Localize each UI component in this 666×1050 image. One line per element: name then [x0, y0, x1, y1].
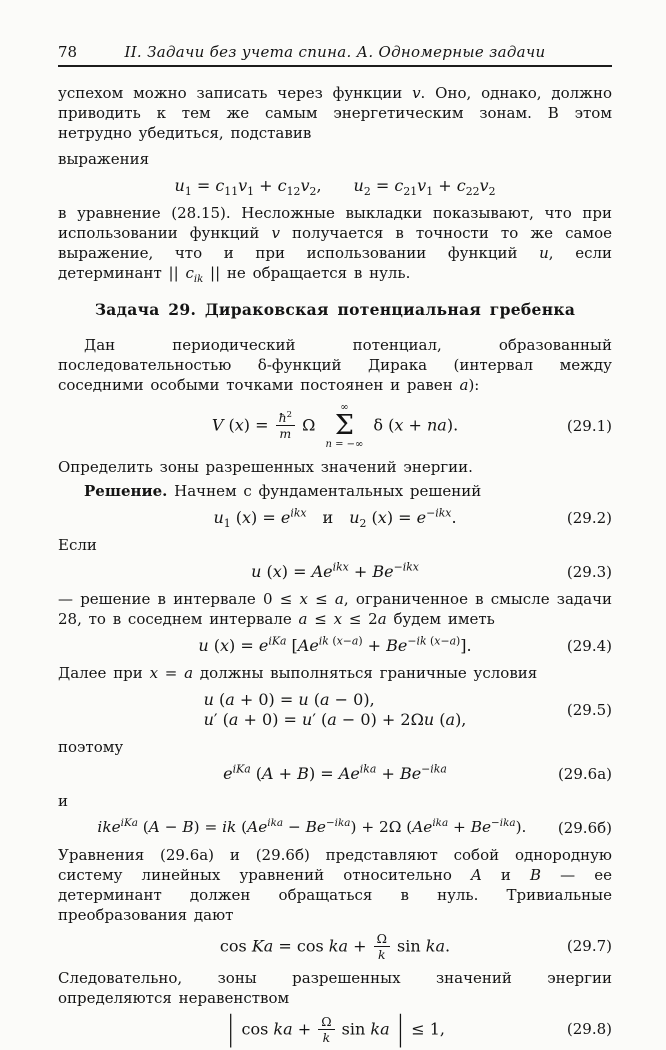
equation-29-8	[58, 1008, 612, 1049]
equation-29-5-number: (29.5)	[566, 700, 612, 719]
paragraph-interval: — решение в интервале 0 ≤ x ≤ a, ограниченное в смысле задачи 28, то в соседнем интервале a ≤ x ≤ 2a будем иметь	[58, 589, 613, 628]
equation-29-7-number: (29.7)	[566, 937, 612, 956]
equation-29-2	[58, 508, 612, 528]
solution-label: Решение.	[84, 481, 168, 500]
page-number: 78	[58, 43, 78, 61]
equation-29-5-stack	[204, 690, 467, 730]
paragraph-problem-statement: Дан периодический потенциал, образованный последовательностью δ-функций Дирака (интервал между соседними особыми точками постоянен и равен a):	[58, 336, 612, 394]
paragraph-homogeneous-system: Уравнения (29.6а) и (29.6б) представляют собой однородную систему линейных уравнений относительно A и B — ее детерминант должен обращаться в нуль. Тривиальные преобразования дают	[58, 845, 612, 924]
paragraph-determinant: в уравнение (28.15). Несложные выкладки показывают, что при использовании функций v получается в точности то же самое выражение, что и при использовании функций u, если детерминант || $c_{ik}$ || не обращается в нуль.	[58, 204, 612, 285]
equation-29-1-number: (29.1)	[566, 416, 612, 435]
equation-29-5	[58, 690, 612, 730]
equation-29-2-number: (29.2)	[566, 508, 612, 527]
equation-29-6a	[58, 764, 612, 784]
equation-29-8-body: | cos ka + $\frac{\Omega}{k}$ sin ka | ≤ 1,	[228, 1008, 445, 1049]
equation-29-5-line2: u′ (a + 0) = u′ (a − 0) + 2Ωu (a),	[203, 709, 467, 729]
paragraph-intro: успехом можно записать через функции v. Оно, однако, должно приводить к тем же самым энергетическим зонам. В этом нетрудно убедиться, подставив	[58, 84, 612, 142]
solution-text: Начнем с фундаментальных решений	[167, 481, 482, 500]
equation-29-1	[58, 402, 612, 450]
problem-heading: Задача 29. Дираковская потенциальная гребенка	[94, 300, 576, 319]
equation-29-4	[58, 636, 612, 656]
paragraph-therefore: поэтому	[58, 737, 124, 756]
equation-29-7	[58, 932, 612, 961]
equation-29-5-line1: u (a + 0) = u (a − 0),	[203, 689, 375, 709]
running-header	[58, 42, 612, 67]
equation-29-3	[58, 562, 612, 582]
equation-29-3-number: (29.3)	[566, 562, 612, 581]
equation-29-4-number: (29.4)	[566, 636, 612, 655]
equation-29-4-body: u $(x) = e^{iKa}$ $[Ae^{ik (x-a)} + Be^{-ik (x-a)}]$.	[198, 634, 472, 655]
equation-29-6b	[58, 818, 612, 838]
paragraph-boundary: Далее при x = a должны выполняться граничные условия	[58, 663, 538, 682]
equation-u-transform	[58, 176, 612, 199]
paragraph-and: и	[58, 791, 68, 810]
running-head-title: II. Задачи без учета спина. А. Одномерные задачи	[124, 43, 546, 61]
equation-29-6b-number: (29.6б)	[557, 818, 612, 837]
equation-29-6a-number: (29.6а)	[557, 764, 612, 783]
equation-29-3-body: u $(x) = Ae^{ikx} + Be^{-ikx}$	[251, 560, 419, 581]
equation-29-5-body	[114, 690, 556, 730]
equation-29-7-body: cos Ka = cos ka + $\frac{\Omega}{k}$ sin ka.	[219, 930, 451, 962]
equation-29-8-number: (29.8)	[566, 1020, 612, 1039]
equation-u-transform-body: $u_1 = c_{11}v_1 + c_{12}v_2$, $u_2 = c_{21}v_1 + c_{22}v_2$	[174, 176, 496, 199]
equation-29-6b-body: ike$^{iKa}$ (A − B) = ik $(Ae^{ika} - Be^{-ika}) + 2\Omega$ $(Ae^{ika} + Be^{-ika})$.	[97, 816, 527, 837]
paragraph-intro-tail: выражения	[58, 150, 150, 168]
equation-29-2-body: $u_1$ $(x) = e^{ikx}$ и $u_2$ $(x) = e^{-ikx}$.	[213, 506, 457, 530]
paragraph-solution-start	[58, 481, 612, 501]
equation-29-1-body: V (x) = $\frac{ħ^2}{m}$ Ω ∞ Σ n = −∞ δ (x + na).	[211, 402, 459, 450]
paragraph-allowed-zones: Следовательно, зоны разрешенных значений энергии определяются неравенством	[58, 968, 612, 1007]
equation-29-6a-body: $e^{iKa}$ $(A + B) = Ae^{ika} + Be^{-ika}$	[223, 762, 447, 783]
paragraph-task: Определить зоны разрешенных значений энергии.	[58, 457, 473, 476]
paragraph-if: Если	[58, 535, 97, 554]
